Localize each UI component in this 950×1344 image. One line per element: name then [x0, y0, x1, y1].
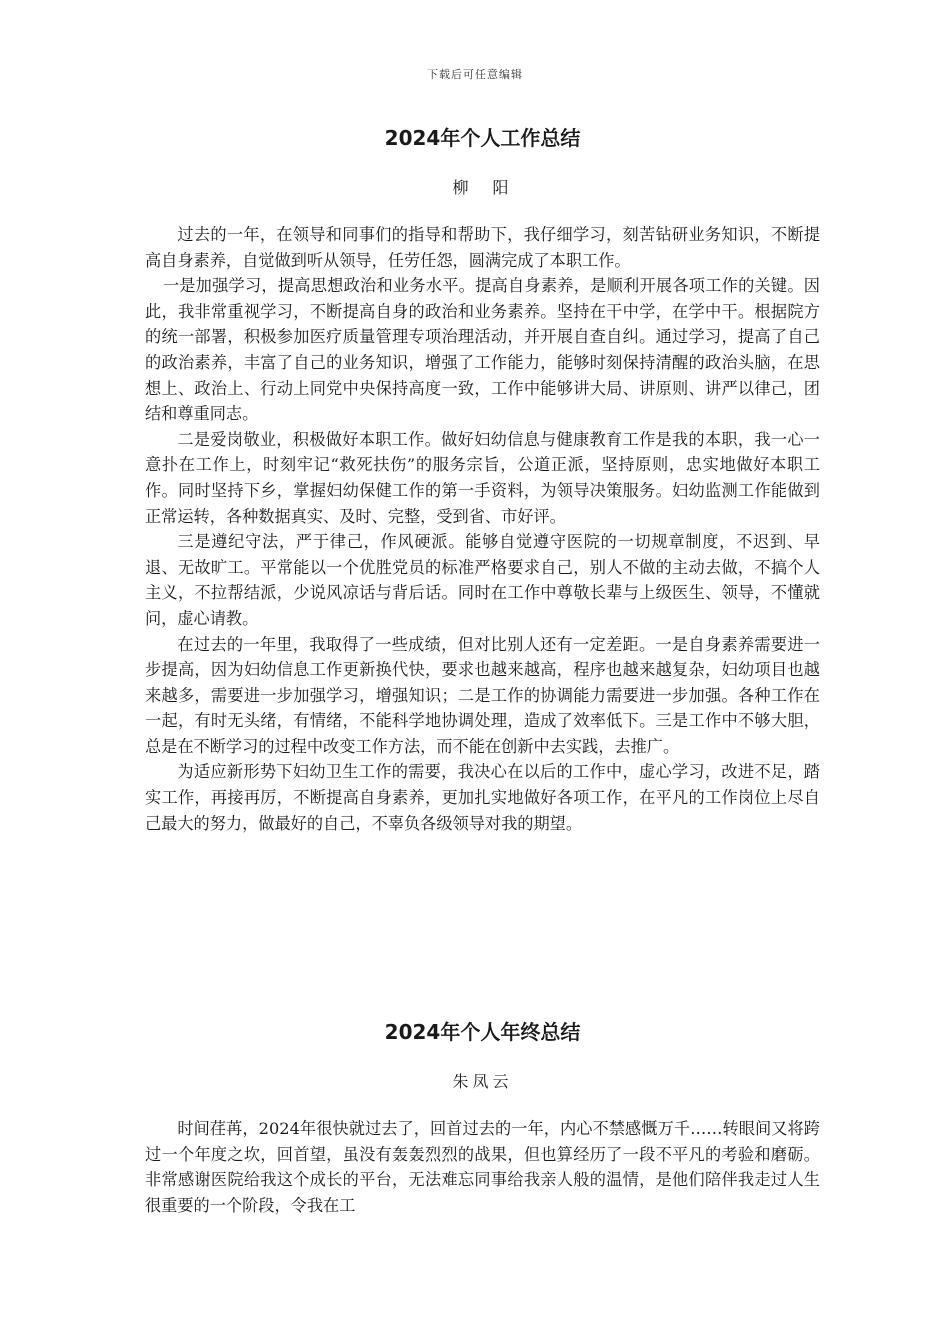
paragraph-outlook: 为适应新形势下妇幼卫生工作的需要，我决心在以后的工作中，虚心学习，改进不足，踏实工作，再接再厉，不断提高自身素养，更加扎实地做好各项工作，在平凡的工作岗位上尽自己最大的努力，做最好的自己，不辜负各级领导对我的期望。 — [145, 762, 820, 833]
year-end-summary-section — [145, 1018, 820, 1218]
document-author: 柳 阳 — [452, 178, 513, 197]
paragraph-shortcomings: 在过去的一年里，我取得了一些成绩，但对比别人还有一定差距。一是自身素养需要进一步提高，因为妇幼信息工作更新换代快，要求也越来越高，程序也越来越复杂，妇幼项目也越来越多，需要进一步加强学习，增强知识；二是工作的协调能力需要进一步加强。各种工作在一起，有时无头绪，有情绪，不能科学地协调处理，造成了效率低下。三是工作中不够大胆，总是在不断学习的过程中改变工作方法，而不能在创新中去实践，去推广。 — [145, 634, 820, 756]
paragraph-study: 一是加强学习，提高思想政治和业务水平。提高自身素养，是顺利开展各项工作的关键。因此，我非常重视学习，不断提高自身的政治和业务素养。坚持在干中学，在学中干。根据院方的统一部署，积极参加医疗质量管理专项治理活动，并开展自查自纠。通过学习，提高了自己的政治素养，丰富了自己的业务知识，增强了工作能力，能够时刻保持清醒的政治头脑，在思想上、政治上、行动上同党中央保持高度一致，工作中能够讲大局、讲原则、讲严以律己，团结和尊重同志。 — [145, 276, 820, 424]
paragraph-discipline: 三是遵纪守法，严于律己，作风硬派。能够自觉遵守医院的一切规章制度，不迟到、早退、无故旷工。平常能以一个优胜党员的标准严格要求自己，别人不做的主动去做，不搞个人主义，不拉帮结派，少说风凉话与背后话。同时在工作中尊敬长辈与上级医生、领导，不懂就问，虚心请教。 — [145, 532, 820, 628]
document-title: 2024年个人年终总结 — [384, 1020, 581, 1044]
document-body — [145, 1116, 820, 1218]
page-header-note: 下载后可任意编辑 — [427, 68, 523, 81]
paragraph-intro: 过去的一年，在领导和同事们的指导和帮助下，我仔细学习，刻苦钻研业务知识，不断提高自身素养，自觉做到听从领导，任劳任怨，圆满完成了本职工作。 — [145, 225, 820, 270]
document-body — [145, 222, 820, 836]
paragraph-opening: 时间荏苒，2024年很快就过去了，回首过去的一年，内心不禁感慨万千……转眼间又将跨过一个年度之坎，回首望，虽没有轰轰烈烈的战果，但也算经历了一段不平凡的考验和磨砺。非常感谢医院给我这个成长的平台，无法难忘同事给我亲人般的温情，是他们陪伴我走过人生很重要的一个阶段，令我在工 — [145, 1119, 820, 1215]
document-title: 2024年个人工作总结 — [384, 126, 581, 150]
document-author: 朱凤云 — [452, 1072, 513, 1091]
paragraph-dedication: 二是爱岗敬业，积极做好本职工作。做好妇幼信息与健康教育工作是我的本职，我一心一意扑在工作上，时刻牢记“救死扶伤”的服务宗旨，公道正派，坚持原则，忠实地做好本职工作。同时坚持下乡，掌握妇幼保健工作的第一手资料，为领导决策服务。妇幼监测工作能做到正常运转，各种数据真实、及时、完整，受到省、市好评。 — [145, 429, 820, 526]
work-summary-section — [145, 124, 820, 836]
